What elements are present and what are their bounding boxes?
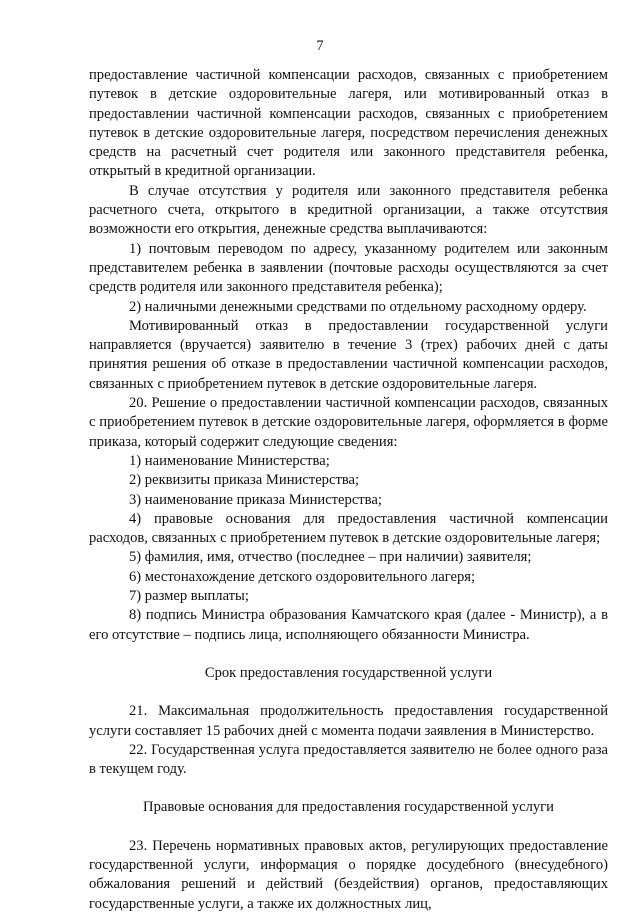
paragraph-item-21: 21. Максимальная продолжительность предоставления государственной услуги составляет 15 рабочих дней с момента подачи заявления в Министерство. xyxy=(89,703,608,739)
paragraph-continuation: предоставление частичной компенсации расходов, связанных с приобретением путевок в детские оздоровительные лагеря, или мотивированный отказ в предоставлении частичной компенсации расходов, связанных с приобретением путевок в детские оздоровительные лагеря, посредством перечисления денежных средств на расчетный счет родителя или законного представителя ребенка, открытый в кредитной организации. xyxy=(89,67,608,180)
section-heading-legal-grounds: Правовые основания для предоставления государственной услуги xyxy=(143,799,554,816)
list-item-ministry-name: 1) наименование Министерства; xyxy=(129,452,330,469)
section-heading-deadline: Срок предоставления государственной услуги xyxy=(204,664,493,681)
page-number: 7 xyxy=(316,38,324,54)
list-item-applicant-name: 5) фамилия, имя, отчество (последнее – при наличии) заявителя; xyxy=(129,549,532,566)
paragraph-item-22: 22. Государственная услуга предоставляется заявителю не более одного раза в текущем году. xyxy=(89,741,608,778)
paragraph-item-23: 23. Перечень нормативных правовых актов, регулирующих предоставление государственной услуги, информация о порядке досудебного (внесудебного) обжалования решений и действий (бездействия) органов, предоставляющих государственные услуги, а также их должностных лиц, xyxy=(89,837,608,912)
list-item-signature: 8) подпись Министра образования Камчатского края (далее - Министр), а в его отсутствие – подпись лица, исполняющего обязанности Министра. xyxy=(89,607,608,643)
list-item-order-details: 2) реквизиты приказа Министерства; xyxy=(129,472,360,489)
list-item-cash: 2) наличными денежными средствами по отдельному расходному ордеру. xyxy=(129,298,587,315)
list-item-legal-grounds: 4) правовые основания для предоставления частичной компенсации расходов, связанных с приобретением путевок в детские оздоровительные лагеря; xyxy=(89,510,608,547)
paragraph-item-20: 20. Решение о предоставлении частичной компенсации расходов, связанных с приобретением путевок в детские оздоровительные лагеря, оформляется в форме приказа, который содержит следующие сведения: xyxy=(89,395,608,450)
document-body xyxy=(89,66,608,914)
list-item-payment-amount: 7) размер выплаты; xyxy=(129,588,249,605)
list-item-postal-transfer: 1) почтовым переводом по адресу, указанному родителем или законным представителем ребенка в заявлении (почтовые расходы осуществляются за счет средств родителя или законного представителя ребенка); xyxy=(89,240,608,296)
paragraph-no-account: В случае отсутствия у родителя или законного представителя ребенка расчетного счета, открытого в кредитной организации, а также отсутствия возможности его открытия, денежные средства выплачиваются: xyxy=(89,182,608,238)
list-item-order-name: 3) наименование приказа Министерства; xyxy=(129,491,382,508)
paragraph-refusal: Мотивированный отказ в предоставлении государственной услуги направляется (вручается) заявителю в течение 3 (трех) рабочих дней с даты принятия решения об отказе в предоставлении частичной компенсации расходов, связанных с приобретением путевок в детские оздоровительные лагеря. xyxy=(89,317,608,392)
list-item-camp-location: 6) местонахождение детского оздоровительного лагеря; xyxy=(129,568,476,585)
